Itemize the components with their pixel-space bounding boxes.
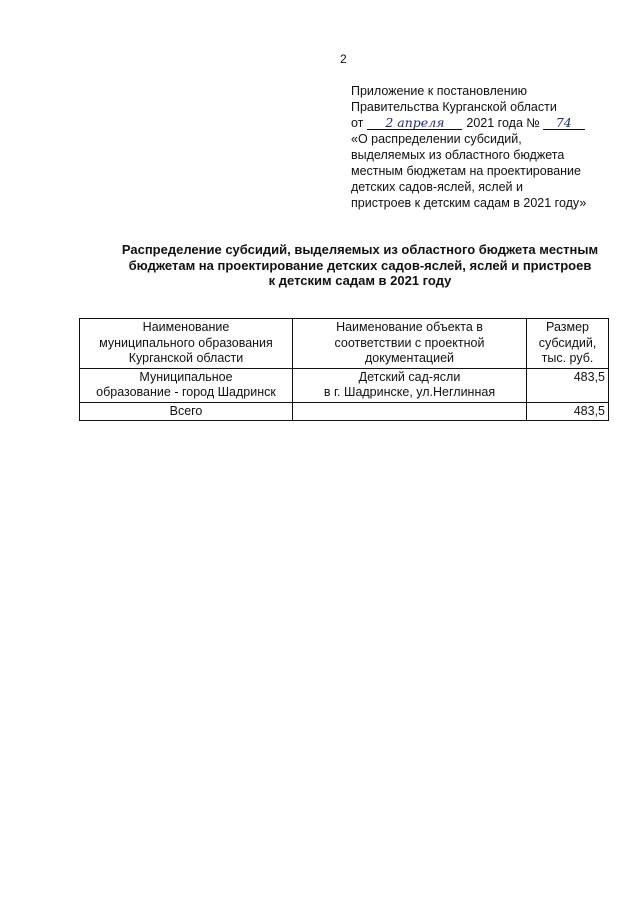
header-object-line: документацией (364, 351, 455, 365)
handwritten-number: 74 (543, 116, 585, 130)
header-amount-line: тыс. руб. (541, 351, 594, 365)
cell-municipality-line: Муниципальное (139, 369, 233, 384)
table-total-row (80, 402, 609, 421)
title-line-1: Распределение субсидий, выделяемых из областного бюджета местным (121, 242, 599, 257)
cell-object-line: Детский сад-ясли (358, 369, 461, 384)
appendix-line-7: детских садов-яслей, яслей и (351, 180, 523, 194)
header-amount (527, 319, 609, 369)
table-header-row (80, 319, 609, 369)
header-object-line: Наименование объекта в (336, 320, 483, 334)
handwritten-date: 2 апреля (367, 116, 462, 130)
total-object-cell (293, 402, 527, 421)
page-number: 2 (340, 52, 347, 66)
document-title (80, 242, 640, 289)
title-line-2: бюджетам на проектирование детских садов-яслей, яслей и пристроев (128, 257, 592, 273)
header-amount-line: Размер (546, 320, 589, 334)
header-municipality-line: Курганской области (128, 351, 244, 365)
appendix-line-1: Приложение к постановлению (351, 84, 527, 98)
title-line-3: к детским садам в 2021 году (268, 273, 452, 288)
header-amount-line: субсидий, (538, 335, 597, 350)
appendix-date-line (351, 115, 621, 131)
cell-amount: 483,5 (527, 368, 609, 402)
subsidy-table (79, 318, 609, 421)
total-amount: 483,5 (527, 402, 609, 421)
table-row (80, 368, 609, 402)
appendix-line-2: Правительства Курганской области (351, 100, 557, 114)
appendix-line-4: «О распределении субсидий, (351, 132, 522, 146)
cell-object (293, 368, 527, 402)
header-object (293, 319, 527, 369)
appendix-line-6: местным бюджетам на проектирование (351, 164, 581, 178)
appendix-line-5: выделяемых из областного бюджета (351, 148, 565, 162)
appendix-line-8: пристроев к детским садам в 2021 году» (351, 196, 587, 210)
year-text: 2021 года № (466, 116, 540, 130)
header-municipality (80, 319, 293, 369)
cell-municipality-line: образование - город Шадринск (96, 385, 276, 399)
total-label: Всего (80, 402, 293, 421)
header-municipality-line: муниципального образования (99, 335, 273, 350)
appendix-header (351, 83, 621, 211)
cell-municipality (80, 368, 293, 402)
header-object-line: соответствии с проектной (334, 335, 485, 350)
header-municipality-line: Наименование (142, 320, 230, 334)
cell-object-line: в г. Шадринске, ул.Неглинная (323, 385, 496, 399)
date-prefix: от (351, 116, 364, 130)
